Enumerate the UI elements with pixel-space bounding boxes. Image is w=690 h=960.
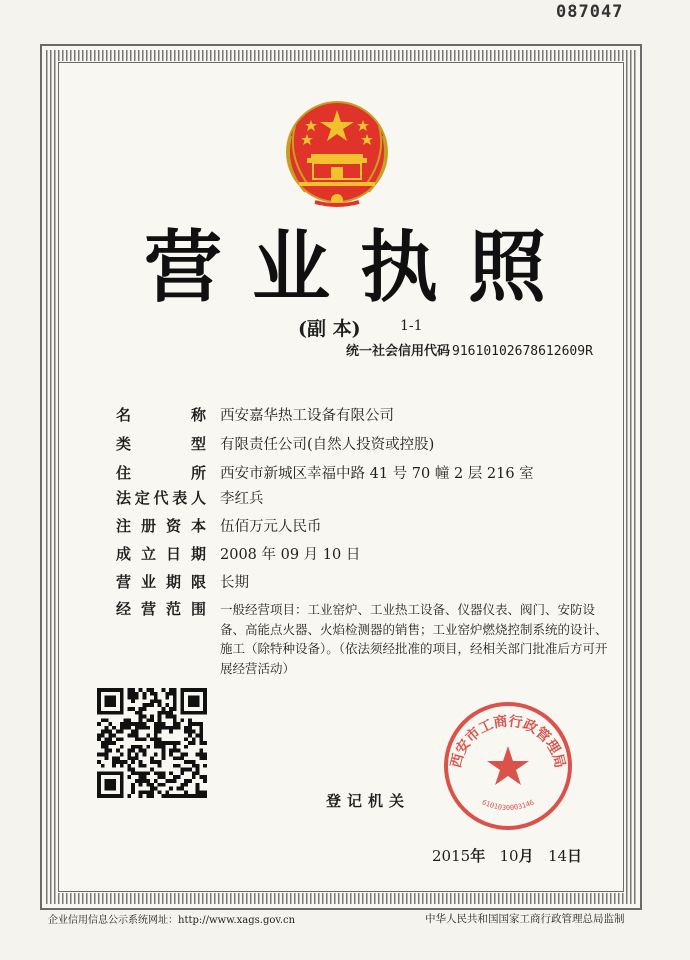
field-value-business-term: 长期 xyxy=(220,575,249,591)
issue-month: 10 xyxy=(499,847,519,865)
field-value-legal-representative: 李红兵 xyxy=(220,491,264,507)
field-label: 类 型 xyxy=(116,435,206,453)
footer-system-label: 企业信用信息公示系统网址： xyxy=(48,915,178,926)
issue-day-unit: 日 xyxy=(567,847,583,865)
footer-left xyxy=(48,911,295,926)
field-label: 注 册 资 本 xyxy=(116,517,206,535)
field-row-business-term xyxy=(116,571,634,593)
field-row-business-scope xyxy=(116,598,634,678)
credit-code-line xyxy=(346,340,593,359)
field-label: 营 业 期 限 xyxy=(116,573,206,591)
national-emblem-icon xyxy=(277,96,397,214)
seal-number: 6101030003146 xyxy=(480,798,536,812)
official-seal-icon xyxy=(442,700,574,832)
field-row-registered-capital xyxy=(116,515,634,537)
field-label: 经 营 范 围 xyxy=(116,600,206,618)
issue-date xyxy=(432,845,582,866)
field-label: 名 称 xyxy=(116,406,206,424)
footer-url-link[interactable]: http://www.xags.gov.cn xyxy=(178,915,296,926)
copy-label: (副 本) xyxy=(298,318,361,340)
serial-number: 087047 xyxy=(556,2,624,22)
field-value-company-type: 有限责任公司(自然人投资或控股) xyxy=(220,437,435,453)
field-label: 成 立 日 期 xyxy=(116,545,206,563)
issue-year: 2015 xyxy=(432,847,471,865)
field-row-name xyxy=(116,404,634,426)
field-label: 法 定 代 表 人 xyxy=(116,489,206,507)
field-value-registered-capital: 伍佰万元人民币 xyxy=(220,519,322,535)
svg-text:6101030003146 xyxy=(481,798,535,812)
seal-text: 西安市工商行政管理局 xyxy=(448,713,568,770)
field-value-business-scope: 一般经营项目：工业窑炉、工业热工设备、仪器仪表、阀门、安防设备、高能点火器、火焰检测器的销售；工业窑炉燃烧控制系统的设计、施工（除特种设备）。（依法须经批准的项目，经相关部门批准后方可开展经营活动） xyxy=(220,602,608,676)
license-title: 营业执照 xyxy=(143,222,576,313)
field-row-address xyxy=(116,462,634,484)
field-label: 住 所 xyxy=(116,464,206,482)
registration-authority: 登记机关 xyxy=(326,792,411,810)
field-row-legal-representative xyxy=(116,487,634,509)
issue-month-unit: 月 xyxy=(518,847,534,865)
field-row-establish-date xyxy=(116,543,634,565)
field-value-company-name: 西安嘉华热工设备有限公司 xyxy=(220,408,394,424)
field-value-address: 西安市新城区幸福中路 41 号 70 幢 2 层 216 室 xyxy=(220,466,534,482)
credit-code-label: 统一社会信用代码 xyxy=(346,344,451,359)
footer-supervisor: 中华人民共和国国家工商行政管理总局监制 xyxy=(425,913,625,925)
credit-code-value: 91610102678612609R xyxy=(452,344,593,359)
copy-number: 1-1 xyxy=(400,318,423,334)
issue-year-unit: 年 xyxy=(470,847,486,865)
issue-day: 14 xyxy=(547,847,568,865)
qr-code-icon[interactable] xyxy=(97,688,207,798)
field-row-type xyxy=(116,433,634,455)
field-value-establish-date: 2008 年 09 月 10 日 xyxy=(220,547,361,563)
